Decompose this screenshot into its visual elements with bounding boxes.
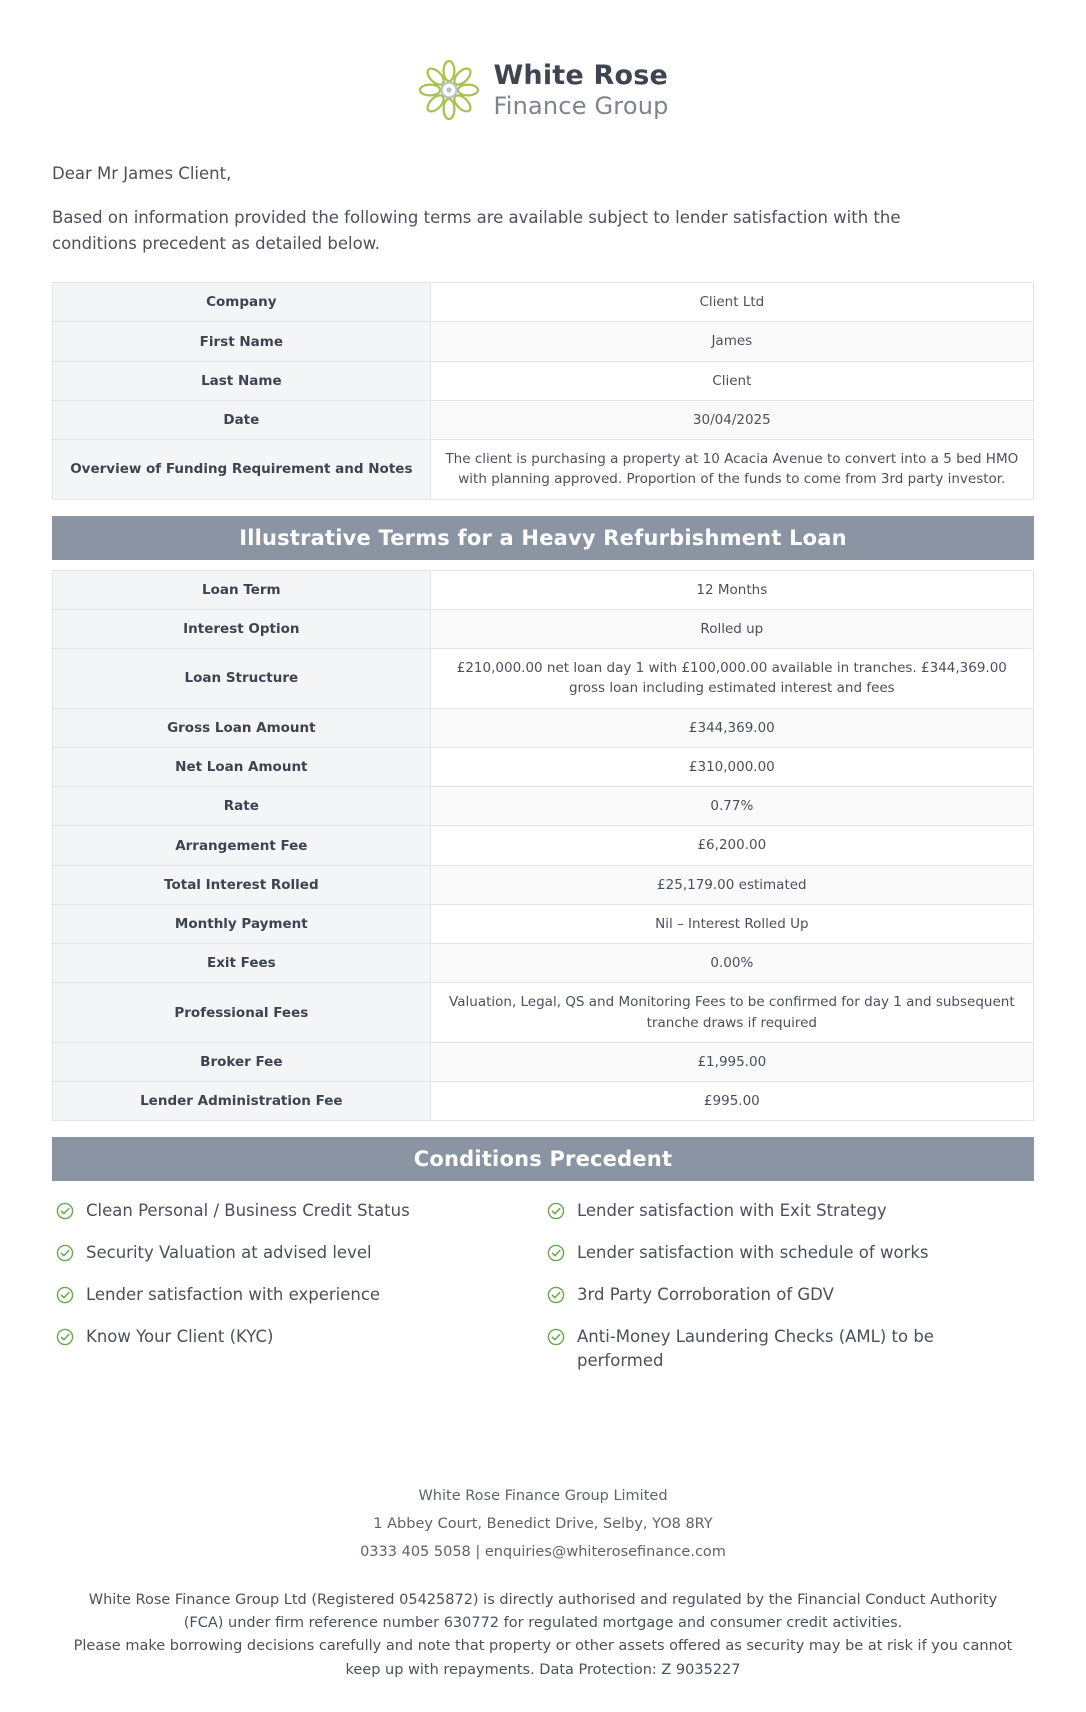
row-value: £1,995.00 — [430, 1042, 1033, 1081]
table-row — [53, 944, 1034, 983]
table-row — [53, 1082, 1034, 1121]
table-row — [53, 283, 1034, 322]
check-circle-icon — [56, 1328, 74, 1346]
legal-line-2: (FCA) under firm reference number 630772 for regulated mortgage and consumer credit activities. — [183, 1615, 903, 1632]
check-circle-icon — [547, 1244, 565, 1262]
row-label: Lender Administration Fee — [53, 1082, 431, 1121]
footer-company-name: White Rose Finance Group Limited — [418, 1487, 668, 1504]
condition-text: Lender satisfaction with experience — [86, 1285, 381, 1305]
row-label: First Name — [53, 322, 431, 361]
check-circle-icon — [56, 1286, 74, 1304]
row-label: Professional Fees — [53, 983, 431, 1043]
check-circle-icon — [547, 1328, 565, 1346]
condition-text: 3rd Party Corroboration of GDV — [577, 1285, 834, 1305]
footer-contact[interactable]: 0333 405 5058 | enquiries@whiterosefinance.com — [360, 1544, 726, 1561]
row-value: 0.00% — [430, 944, 1033, 983]
legal-line-3: Please make borrowing decisions carefully and note that property or other assets offered as security may be at risk if you cannot — [73, 1638, 1013, 1655]
row-value: £25,179.00 estimated — [430, 865, 1033, 904]
table-row — [53, 983, 1034, 1043]
row-value: Valuation, Legal, QS and Monitoring Fees to be confirmed for day 1 and subsequent tranche draws if required — [430, 983, 1033, 1043]
table-row — [53, 747, 1034, 786]
row-value: £344,369.00 — [430, 708, 1033, 747]
legal-line-4: keep up with repayments. Data Protection: Z 9035227 — [345, 1661, 741, 1678]
table-row — [53, 361, 1034, 400]
row-label: Exit Fees — [53, 944, 431, 983]
row-label: Net Loan Amount — [53, 747, 431, 786]
row-value: £6,200.00 — [430, 826, 1033, 865]
condition-text: Know Your Client (KYC) — [86, 1327, 274, 1347]
terms-section-banner: Illustrative Terms for a Heavy Refurbishment Loan — [52, 516, 1034, 560]
row-label: Date — [53, 400, 431, 439]
table-row — [53, 1042, 1034, 1081]
row-value: Rolled up — [430, 609, 1033, 648]
check-circle-icon — [547, 1202, 565, 1220]
row-label: Overview of Funding Requirement and Notes — [53, 440, 431, 500]
row-label: Broker Fee — [53, 1042, 431, 1081]
table-row — [53, 649, 1034, 709]
row-label: Gross Loan Amount — [53, 708, 431, 747]
client-details-table — [52, 282, 1034, 500]
row-value: 30/04/2025 — [430, 400, 1033, 439]
brand-name-secondary: Finance Group — [493, 92, 669, 120]
row-value: James — [430, 322, 1033, 361]
list-item — [543, 1199, 1034, 1241]
row-value: £210,000.00 net loan day 1 with £100,000.00 available in tranches. £344,369.00 gross loan including estimated interest and fees — [430, 649, 1033, 709]
document-footer — [52, 1486, 1034, 1682]
brand-logo — [52, 58, 1034, 122]
legal-disclaimer — [52, 1589, 1034, 1682]
list-item — [52, 1199, 543, 1241]
list-item — [52, 1241, 543, 1283]
brand-name-primary: White Rose — [493, 60, 669, 91]
conditions-section-banner: Conditions Precedent — [52, 1137, 1034, 1181]
check-circle-icon — [56, 1244, 74, 1262]
row-label: Loan Structure — [53, 649, 431, 709]
table-row — [53, 787, 1034, 826]
table-row — [53, 826, 1034, 865]
company-details — [52, 1486, 1034, 1563]
row-value: £995.00 — [430, 1082, 1033, 1121]
row-label: Arrangement Fee — [53, 826, 431, 865]
row-label: Rate — [53, 787, 431, 826]
table-row — [53, 865, 1034, 904]
row-value: 0.77% — [430, 787, 1033, 826]
footer-address: 1 Abbey Court, Benedict Drive, Selby, YO8 8RY — [373, 1516, 713, 1532]
table-row — [53, 322, 1034, 361]
table-row — [53, 400, 1034, 439]
list-item — [543, 1325, 1034, 1391]
row-value: 12 Months — [430, 570, 1033, 609]
table-row — [53, 904, 1034, 943]
row-label: Interest Option — [53, 609, 431, 648]
table-row — [53, 708, 1034, 747]
row-label: Monthly Payment — [53, 904, 431, 943]
row-value: The client is purchasing a property at 10 Acacia Avenue to convert into a 5 bed HMO with planning approved. Proportion of the funds to come from 3rd party investor. — [430, 440, 1033, 500]
condition-text: Lender satisfaction with schedule of works — [577, 1243, 929, 1263]
check-circle-icon — [56, 1202, 74, 1220]
conditions-list — [52, 1199, 1034, 1391]
table-row — [53, 570, 1034, 609]
table-row — [53, 440, 1034, 500]
list-item — [543, 1283, 1034, 1325]
row-value: £310,000.00 — [430, 747, 1033, 786]
loan-terms-table — [52, 570, 1034, 1122]
rose-flower-icon — [417, 58, 481, 122]
brand-wordmark — [493, 62, 668, 118]
row-label: Last Name — [53, 361, 431, 400]
condition-text: Anti-Money Laundering Checks (AML) to be performed — [577, 1327, 934, 1371]
condition-text: Security Valuation at advised level — [86, 1243, 372, 1263]
condition-text: Lender satisfaction with Exit Strategy — [577, 1201, 887, 1221]
row-value: Client Ltd — [430, 283, 1033, 322]
check-circle-icon — [547, 1286, 565, 1304]
list-item — [52, 1283, 543, 1325]
row-value: Nil – Interest Rolled Up — [430, 904, 1033, 943]
legal-line-1: White Rose Finance Group Ltd (Registered 05425872) is directly authorised and regulated by the Financial Conduct Authority — [88, 1592, 998, 1609]
row-label: Total Interest Rolled — [53, 865, 431, 904]
row-label: Company — [53, 283, 431, 322]
list-item — [52, 1325, 543, 1391]
list-item — [543, 1241, 1034, 1283]
row-value: Client — [430, 361, 1033, 400]
table-row — [53, 609, 1034, 648]
greeting-text: Dear Mr James Client, — [52, 164, 232, 183]
condition-text: Clean Personal / Business Credit Status — [86, 1201, 410, 1221]
intro-paragraph: Based on information provided the following terms are available subject to lender satisfaction with the conditions precedent as detailed below. — [52, 208, 901, 253]
row-label: Loan Term — [53, 570, 431, 609]
